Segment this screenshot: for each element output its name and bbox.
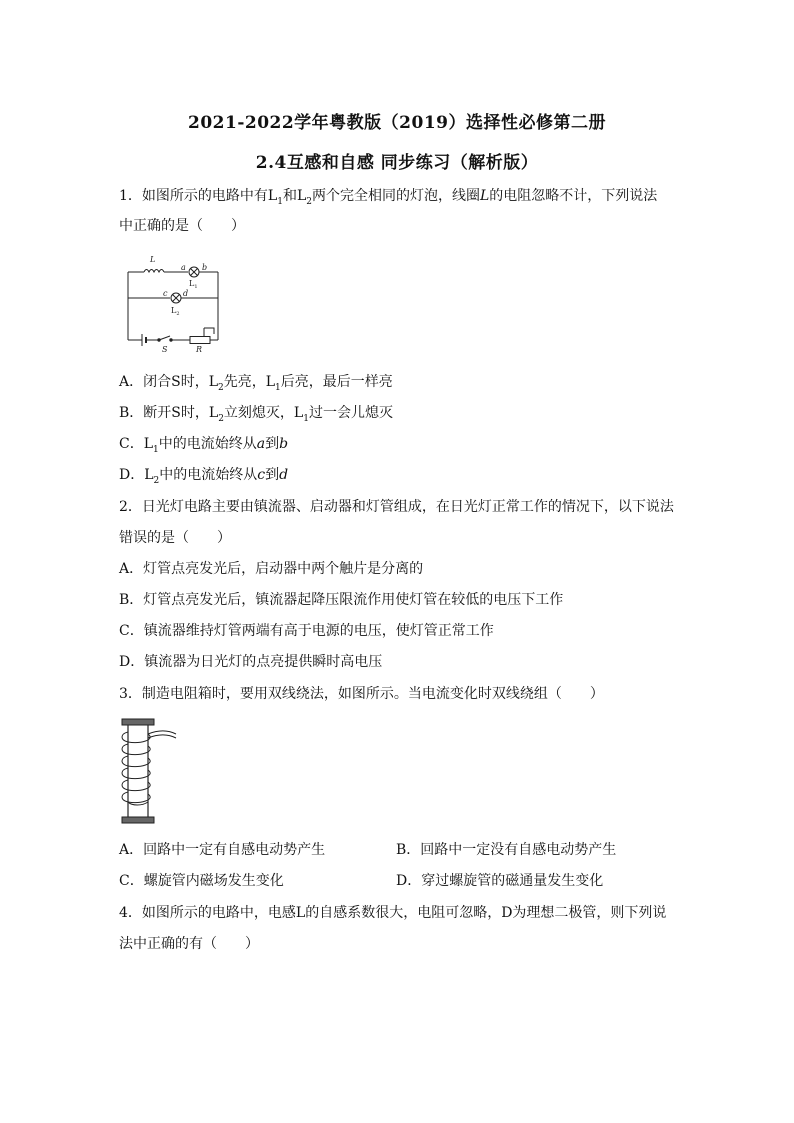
label-b: b bbox=[202, 263, 208, 272]
q3-stem: 3．制造电阻箱时，要用双线绕法，如图所示。当电流变化时双线绕组（ ） bbox=[119, 686, 604, 702]
label-d: d bbox=[183, 289, 189, 298]
q2-option-a: A．灯管点亮发光后，启动器中两个触片是分离的 bbox=[119, 561, 424, 577]
label-L2: $L_2$ bbox=[171, 306, 180, 317]
q1-option-c: C．$L_1$中的电流始终从a到b bbox=[119, 436, 289, 455]
document-subtitle: 2.4互感和自感 同步练习（解析版） bbox=[255, 153, 539, 173]
label-L1: $L_1$ bbox=[189, 279, 198, 290]
q4-stem-line1: 4．如图所示的电路中，电感L的自感系数很大，电阻可忽略，D为理想二极管，则下列说 bbox=[119, 905, 667, 921]
q2-option-b: B．灯管点亮发光后，镇流器起降压限流作用使灯管在较低的电压下工作 bbox=[119, 592, 564, 608]
q1-stem-line1: 1．如图所示的电路中有$L_1$和$L_2$两个完全相同的灯泡，线圈L的电阻忽略不计，下列说法 bbox=[119, 188, 658, 207]
q2-stem-line2: 错误的是（ ） bbox=[119, 530, 231, 546]
document-title: 2021-2022学年粤教版（2019）选择性必修第二册 bbox=[188, 113, 606, 133]
q2-stem-line1: 2．日光灯电路主要由镇流器、启动器和灯管组成，在日光灯正常工作的情况下，以下说法 bbox=[119, 499, 674, 515]
label-L: L bbox=[150, 255, 156, 264]
q1-option-d: D．$L_2$中的电流始终从c到d bbox=[119, 467, 289, 486]
q3-option-a: A．回路中一定有自感电动势产生 bbox=[119, 842, 326, 858]
q1-circuit-diagram bbox=[120, 250, 230, 360]
q4-stem-line2: 法中正确的有（ ） bbox=[119, 936, 259, 952]
q3-option-b: B．回路中一定没有自感电动势产生 bbox=[396, 842, 617, 858]
q3-option-c: C．螺旋管内磁场发生变化 bbox=[119, 873, 284, 889]
q2-option-d: D．镇流器为日光灯的点亮提供瞬时高电压 bbox=[119, 654, 383, 670]
label-a: a bbox=[181, 263, 186, 272]
label-S: S bbox=[162, 345, 168, 354]
q3-option-d: D．穿过螺旋管的磁通量发生变化 bbox=[396, 873, 604, 889]
q1-option-a: A．闭合S时，$L_2$先亮，$L_1$后亮，最后一样亮 bbox=[119, 374, 393, 393]
q2-option-c: C．镇流器维持灯管两端有高于电源的电压，使灯管正常工作 bbox=[119, 623, 494, 639]
q1-stem-line2: 中正确的是（ ） bbox=[119, 218, 245, 234]
q1-option-b: B．断开S时，$L_2$立刻熄灭，$L_1$过一会儿熄灭 bbox=[119, 405, 393, 424]
label-R: R bbox=[196, 345, 203, 354]
label-c: c bbox=[163, 289, 168, 298]
q3-bifilar-coil-diagram bbox=[118, 716, 180, 828]
